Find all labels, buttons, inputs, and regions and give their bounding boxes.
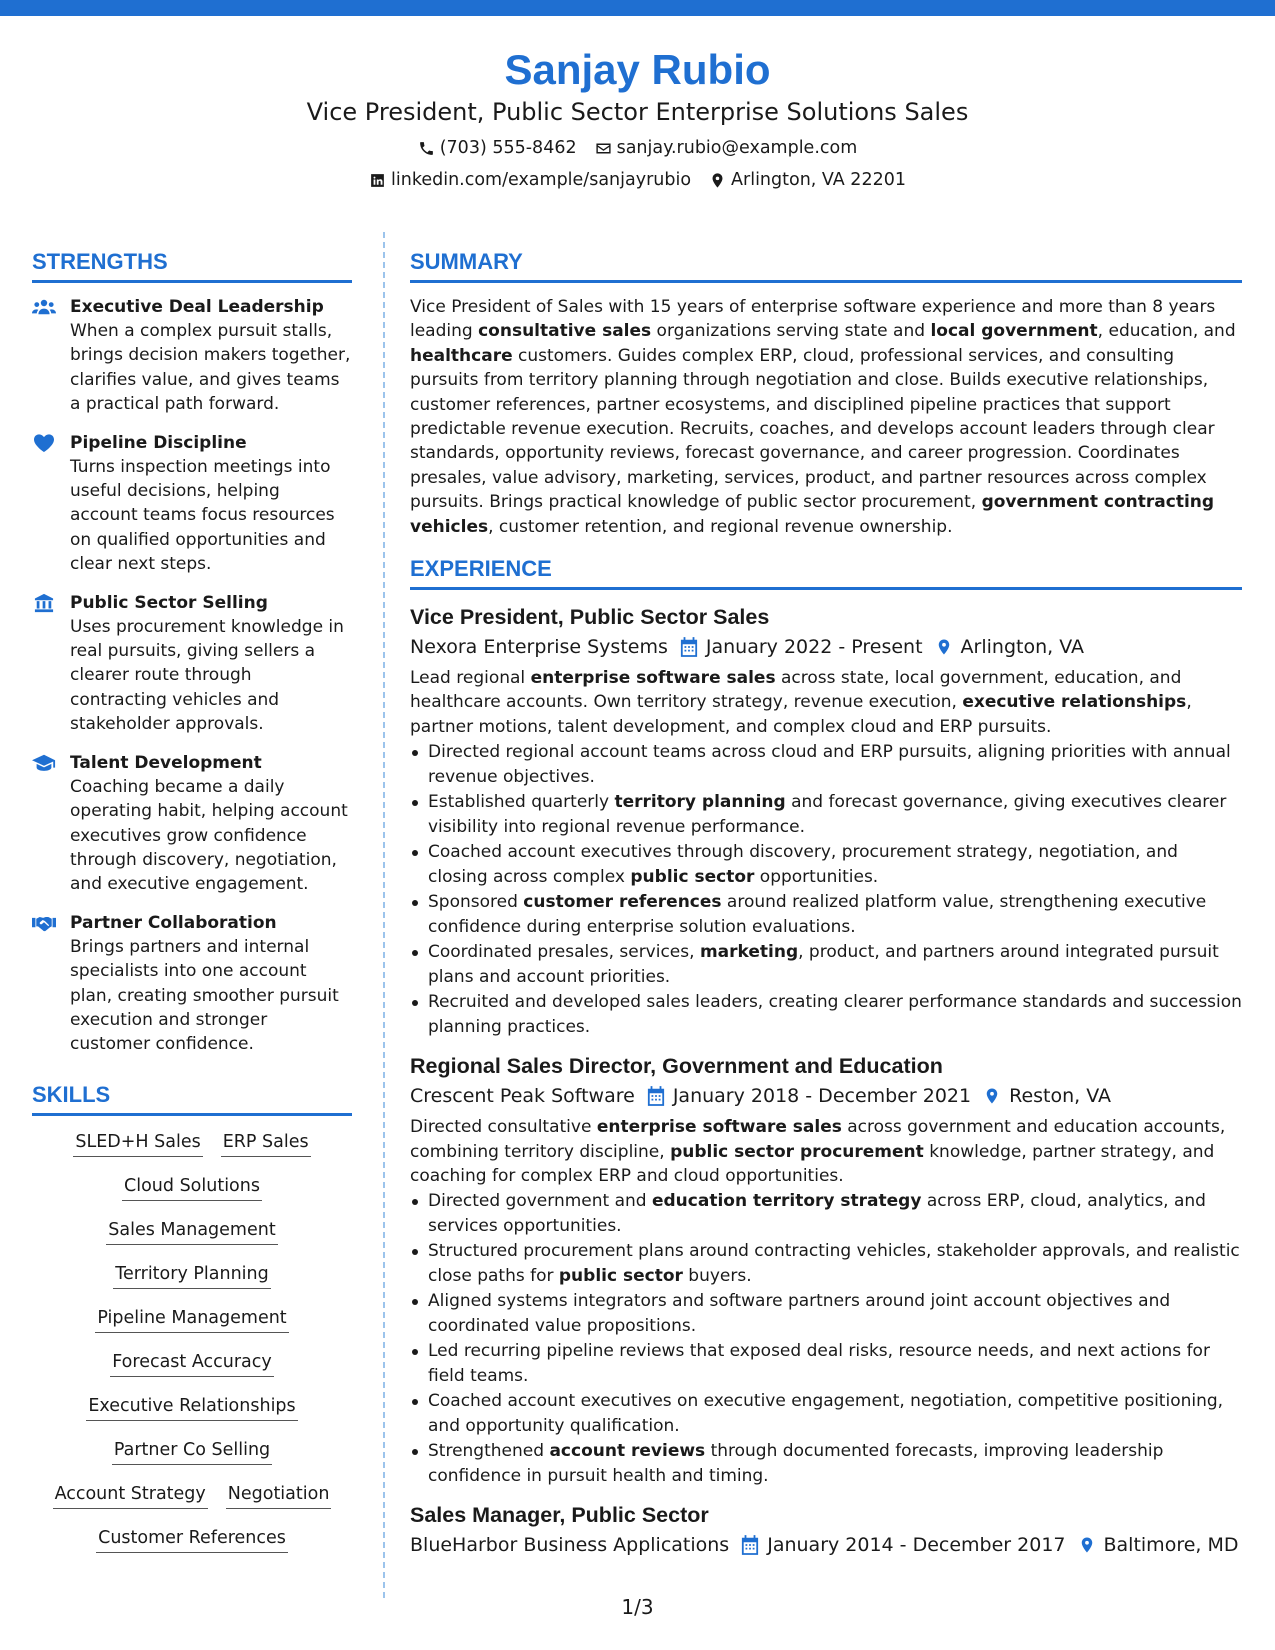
skill-tag: SLED+H Sales — [73, 1130, 202, 1157]
strength-item — [32, 431, 352, 577]
phone-text: (703) 555-8462 — [439, 138, 577, 158]
job-meta — [410, 632, 1242, 662]
job-summary: Directed consultative enterprise software sales across government and education accounts, combining territory discipline, public sector procurement knowledge, partner strategy, and coaching for complex ERP and cloud opportunities. — [410, 1117, 1226, 1186]
column-divider — [383, 232, 385, 1598]
graduation-cap-icon — [32, 753, 56, 773]
map-pin-icon — [709, 172, 726, 189]
job-company: BlueHarbor Business Applications — [410, 1534, 730, 1557]
experience-heading: EXPERIENCE — [410, 553, 1242, 590]
summary-heading: SUMMARY — [410, 246, 1242, 283]
strength-description: When a complex pursuit stalls, brings decision makers together, clarifies value, and gives teams a practical path forward. — [70, 321, 351, 415]
list-item: Coached account executives through discovery, procurement strategy, negotiation, and closing across complex public sector opportunities. — [410, 840, 1242, 889]
skill-row — [32, 1262, 352, 1289]
skill-row — [32, 1350, 352, 1377]
list-item: Recruited and developed sales leaders, creating clearer performance standards and succession planning practices. — [410, 990, 1242, 1039]
job-location: Arlington, VA — [960, 636, 1084, 659]
skill-tag: Customer References — [96, 1526, 288, 1553]
skill-row — [32, 1526, 352, 1553]
skill-tag: ERP Sales — [221, 1130, 311, 1157]
job-bullets — [410, 1189, 1242, 1488]
job-location: Reston, VA — [1009, 1085, 1112, 1108]
strength-title: Pipeline Discipline — [70, 432, 247, 453]
top-accent-bar — [0, 0, 1275, 16]
skill-tag: Account Strategy — [53, 1482, 208, 1509]
list-item: Directed government and education territory strategy across ERP, cloud, analytics, and services opportunities. — [410, 1189, 1242, 1238]
strength-description: Brings partners and internal specialists into one account plan, creating smoother pursuit execution and stronger customer confidence. — [70, 936, 339, 1055]
skill-row — [32, 1174, 352, 1201]
map-pin-icon — [983, 1086, 1001, 1106]
strength-title: Public Sector Selling — [70, 592, 268, 613]
handshake-icon — [32, 913, 56, 933]
skill-row — [32, 1482, 352, 1509]
candidate-name: Sanjay Rubio — [504, 46, 771, 93]
skill-tag: Cloud Solutions — [122, 1174, 262, 1201]
job-dates: January 2014 - December 2017 — [767, 1534, 1066, 1557]
job-company: Nexora Enterprise Systems — [410, 636, 668, 659]
map-pin-icon — [935, 637, 953, 657]
list-item: Coordinated presales, services, marketing, product, and partners around integrated pursuit plans and account priorities. — [410, 940, 1242, 989]
strength-description: Uses procurement knowledge in real pursuits, giving sellers a clearer route through contracting vehicles and stakeholder approvals. — [70, 616, 344, 735]
contact-row-1 — [0, 136, 1275, 160]
location-text: Arlington, VA 22201 — [731, 170, 906, 190]
job-dates: January 2018 - December 2021 — [672, 1085, 972, 1108]
strength-description: Turns inspection meetings into useful decisions, helping account teams focus resources on qualified opportunities and clear next steps. — [70, 456, 335, 575]
job-company: Crescent Peak Software — [410, 1085, 635, 1108]
list-item: Strengthened account reviews through documented forecasts, improving leadership confidence in pursuit health and timing. — [410, 1439, 1242, 1488]
users-icon — [32, 297, 56, 317]
skill-tag: Territory Planning — [113, 1262, 271, 1289]
skill-row — [32, 1306, 352, 1333]
list-item: Structured procurement plans around contracting vehicles, stakeholder approvals, and realistic close paths for public sector buyers. — [410, 1239, 1242, 1288]
list-item: Directed regional account teams across cloud and ERP pursuits, aligning priorities with annual revenue objectives. — [410, 740, 1242, 789]
landmark-icon — [32, 593, 56, 613]
strength-item — [32, 295, 352, 417]
strength-item — [32, 751, 352, 897]
job-dates: January 2022 - Present — [705, 636, 923, 659]
strength-title: Talent Development — [70, 752, 262, 773]
job-entry — [410, 1500, 1242, 1560]
page-number: 1/3 — [621, 1595, 654, 1619]
skill-row — [32, 1218, 352, 1245]
linkedin-text[interactable]: linkedin.com/example/sanjayrubio — [391, 170, 692, 190]
left-column — [32, 246, 352, 1570]
job-meta — [410, 1081, 1242, 1111]
job-entry — [410, 1051, 1242, 1488]
candidate-title: Vice President, Public Sector Enterprise Solutions Sales — [306, 98, 969, 126]
skill-tag: Sales Management — [106, 1218, 277, 1245]
calendar-icon — [741, 1535, 759, 1555]
contact-row-2 — [0, 168, 1275, 192]
job-entry — [410, 602, 1242, 1039]
summary-text: Vice President of Sales with 15 years of enterprise software experience and more than 8 years leading consultative sales organizations serving state and local government, education, and healthcare customers. Guides complex ERP, cloud, professional services, and consulting pursuits from territory planning through negotiation and close. Builds executive relationships, customer references, partner ecosystems, and disciplined pipeline practices that support predictable revenue execution. Recruits, coaches, and develops account leaders through clear standards, opportunity reviews, forecast governance, and career progression. Coordinates presales, value advisory, marketing, services, product, and partner resources across complex pursuits. Brings practical knowledge of public sector procurement, government contracting vehicles, customer retention, and regional revenue ownership. — [410, 297, 1236, 537]
calendar-icon — [647, 1086, 665, 1106]
job-bullets — [410, 740, 1242, 1039]
strength-item — [32, 911, 352, 1057]
skill-tag: Executive Relationships — [86, 1394, 297, 1421]
job-summary: Lead regional enterprise software sales across state, local government, education, and healthcare accounts. Own territory strategy, revenue execution, executive relationships, partner motions, talent development, and complex cloud and ERP pursuits. — [410, 668, 1192, 737]
skill-tag: Negotiation — [226, 1482, 332, 1509]
strength-title: Partner Collaboration — [70, 912, 277, 933]
job-title: Regional Sales Director, Government and Education — [410, 1054, 943, 1079]
envelope-icon — [595, 140, 612, 157]
email-text[interactable]: sanjay.rubio@example.com — [616, 138, 858, 158]
skills-list — [32, 1128, 352, 1553]
skills-heading: SKILLS — [32, 1079, 352, 1116]
contact-linkedin[interactable] — [369, 168, 691, 192]
list-item: Aligned systems integrators and software partners around joint account objectives and coordinated value propositions. — [410, 1289, 1242, 1338]
map-pin-icon — [1078, 1535, 1096, 1555]
list-item: Coached account executives on executive engagement, negotiation, competitive positioning, and opportunity qualification. — [410, 1389, 1242, 1438]
resume-header — [0, 44, 1275, 192]
contact-email[interactable] — [595, 136, 858, 160]
strengths-heading: STRENGTHS — [32, 246, 352, 283]
job-title: Vice President, Public Sector Sales — [410, 605, 770, 630]
skill-row — [32, 1438, 352, 1465]
strength-description: Coaching became a daily operating habit, helping account executives grow confidence through discovery, negotiation, and executive engagement. — [70, 776, 348, 895]
contact-phone — [418, 136, 577, 160]
skill-row — [32, 1394, 352, 1421]
skill-row — [32, 1130, 352, 1157]
list-item: Established quarterly territory planning and forecast governance, giving executives clearer visibility into regional revenue performance. — [410, 790, 1242, 839]
experience-list — [410, 602, 1242, 1560]
contact-location — [709, 168, 906, 192]
calendar-icon — [680, 637, 698, 657]
job-meta — [410, 1530, 1242, 1560]
phone-icon — [418, 140, 435, 157]
job-location: Baltimore, MD — [1103, 1534, 1239, 1557]
job-title: Sales Manager, Public Sector — [410, 1503, 709, 1528]
strength-title: Executive Deal Leadership — [70, 297, 324, 317]
right-column — [410, 246, 1242, 1572]
strength-item — [32, 591, 352, 737]
skill-tag: Partner Co Selling — [112, 1438, 272, 1465]
list-item: Sponsored customer references around realized platform value, strengthening executive confidence during enterprise solution evaluations. — [410, 890, 1242, 939]
skill-tag: Pipeline Management — [95, 1306, 288, 1333]
linkedin-icon — [369, 172, 386, 189]
heart-icon — [32, 433, 56, 453]
list-item: Led recurring pipeline reviews that exposed deal risks, resource needs, and next actions for field teams. — [410, 1339, 1242, 1388]
skill-tag: Forecast Accuracy — [110, 1350, 274, 1377]
